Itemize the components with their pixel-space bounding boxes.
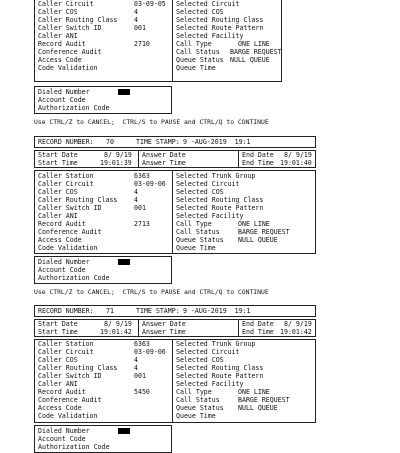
r70-right-label-2: Selected COS — [176, 188, 224, 196]
r70-left-value-2: 4 — [134, 188, 138, 196]
record-70-start-time-label: Start Time — [38, 159, 78, 167]
record-70-end-date: 8/ 9/19 — [284, 151, 312, 159]
r71-right-label-0: Selected Trunk Group — [176, 340, 256, 348]
r71-left-label-3: Caller Routing Class — [38, 364, 118, 372]
b0-right-value-6: BARGE REQUEST — [230, 48, 282, 56]
b0-right-label-7: Queue Status — [176, 56, 224, 64]
b0-dialed-number-label: Dialed Number — [38, 88, 90, 96]
record-71-end-date-label: End Date — [242, 320, 274, 328]
r71-left-value-2: 4 — [134, 356, 138, 364]
r70-right-value-6: ONE LINE — [238, 220, 270, 228]
record-71-dates-divider-1 — [138, 319, 139, 337]
r71-left-label-2: Caller COS — [38, 356, 78, 364]
b0-left-label-3: Caller Switch ID — [38, 24, 102, 32]
r70-left-value-0: 6363 — [134, 172, 150, 180]
record-70-dates-divider-2 — [238, 150, 239, 168]
r70-left-value-6: 2713 — [134, 220, 150, 228]
record-70-number: 70 — [106, 138, 114, 146]
r71-dialed-number-redaction — [118, 428, 130, 434]
r70-right-label-5: Selected Facility — [176, 212, 244, 220]
r71-right-label-6: Call Type — [176, 388, 212, 396]
record-70-answer-date-label: Answer Date — [142, 151, 186, 159]
record-70-answer-time-label: Answer Time — [142, 159, 186, 167]
r70-right-label-0: Selected Trunk Group — [176, 172, 256, 180]
r70-right-label-9: Queue Time — [176, 244, 216, 252]
record-71-dates-divider-2 — [238, 319, 239, 337]
r71-right-label-7: Call Status — [176, 396, 220, 404]
r71-left-label-4: Caller Switch ID — [38, 372, 102, 380]
b0-account-code-label: Account Code — [38, 96, 86, 104]
record-71-timestamp: 9 -AUG-2019 19:1 — [183, 307, 251, 315]
r71-dialed-number-label: Dialed Number — [38, 427, 90, 435]
footer-instructions-1: Use CTRL/Z to CANCEL; CTRL/S to PAUSE and CTRL/Q to CONTINUE — [34, 118, 269, 126]
r71-right-label-1: Selected Circuit — [176, 348, 240, 356]
record-71-number: 71 — [106, 307, 114, 315]
b0-left-value-1: 4 — [134, 8, 138, 16]
b0-right-label-1: Selected COS — [176, 8, 224, 16]
r71-right-label-3: Selected Routing Class — [176, 364, 264, 372]
record-71-answer-date-label: Answer Date — [142, 320, 186, 328]
b0-left-value-0: 03-09-05 — [134, 0, 166, 8]
record-70-dates-divider-1 — [138, 150, 139, 168]
b0-left-value-5: 2710 — [134, 40, 150, 48]
record-71-start-date: 8/ 9/19 — [104, 320, 132, 328]
r70-left-label-9: Code Validation — [38, 244, 98, 252]
r70-right-value-8: NULL QUEUE — [238, 236, 278, 244]
r70-right-value-7: BARGE REQUEST — [238, 228, 290, 236]
b0-right-value-5: ONE LINE — [238, 40, 270, 48]
r71-left-label-7: Conference Audit — [38, 396, 102, 404]
r71-right-label-8: Queue Status — [176, 404, 224, 412]
r70-left-label-0: Caller Station — [38, 172, 94, 180]
r71-right-label-2: Selected COS — [176, 356, 224, 364]
r71-left-value-1: 03-09-06 — [134, 348, 166, 356]
r70-right-label-8: Queue Status — [176, 236, 224, 244]
r71-right-value-7: BARGE REQUEST — [238, 396, 290, 404]
record-71-number-label: RECORD NUMBER: — [38, 307, 94, 315]
b0-right-label-5: Call Type — [176, 40, 212, 48]
footer-instructions-2: Use CTRL/Z to CANCEL; CTRL/S to PAUSE and CTRL/Q to CONTINUE — [34, 288, 269, 296]
b0-left-label-8: Code Validation — [38, 64, 98, 72]
record-71-end-time-label: End Time — [242, 328, 274, 336]
record-71-main-divider — [172, 339, 173, 423]
b0-left-label-5: Record Audit — [38, 40, 86, 48]
b0-left-label-1: Caller COS — [38, 8, 78, 16]
b0-dialed-number-redaction — [118, 89, 130, 95]
r70-left-value-4: 001 — [134, 204, 146, 212]
r70-left-label-7: Conference Audit — [38, 228, 102, 236]
r71-left-label-8: Access Code — [38, 404, 82, 412]
record-71-start-time: 19:01:42 — [100, 328, 132, 336]
record-70-end-date-label: End Date — [242, 151, 274, 159]
b0-left-label-4: Caller ANI — [38, 32, 78, 40]
b0-left-value-2: 4 — [134, 16, 138, 24]
r70-left-label-3: Caller Routing Class — [38, 196, 118, 204]
b0-right-label-2: Selected Routing Class — [176, 16, 264, 24]
record-71-start-date-label: Start Date — [38, 320, 78, 328]
r70-left-value-1: 03-09-06 — [134, 180, 166, 188]
record-71-timestamp-label: TIME STAMP: — [136, 307, 180, 315]
r71-left-label-5: Caller ANI — [38, 380, 78, 388]
b0-authorization-code-label: Authorization Code — [38, 104, 110, 112]
b0-left-label-2: Caller Routing Class — [38, 16, 118, 24]
r70-authorization-code-label: Authorization Code — [38, 274, 110, 282]
r71-right-label-4: Selected Route Pattern — [176, 372, 264, 380]
b0-right-label-4: Selected Facility — [176, 32, 244, 40]
r71-left-label-6: Record Audit — [38, 388, 86, 396]
record-70-start-date: 8/ 9/19 — [104, 151, 132, 159]
r71-authorization-code-label: Authorization Code — [38, 443, 110, 451]
b0-right-label-3: Selected Route Pattern — [176, 24, 264, 32]
record-70-main-divider — [172, 170, 173, 254]
r71-left-value-3: 4 — [134, 364, 138, 372]
b0-right-value-7: NULL QUEUE — [230, 56, 270, 64]
record-71-end-time: 19:01:42 — [280, 328, 312, 336]
r71-left-value-0: 6363 — [134, 340, 150, 348]
r70-right-label-4: Selected Route Pattern — [176, 204, 264, 212]
b0-left-label-0: Caller Circuit — [38, 0, 94, 8]
record-70-end-time: 19:01:40 — [280, 159, 312, 167]
r70-left-value-3: 4 — [134, 196, 138, 204]
r70-right-label-3: Selected Routing Class — [176, 196, 264, 204]
record-70-timestamp: 9 -AUG-2019 19:1 — [183, 138, 251, 146]
r71-right-label-9: Queue Time — [176, 412, 216, 420]
r70-right-label-7: Call Status — [176, 228, 220, 236]
r70-left-label-5: Caller ANI — [38, 212, 78, 220]
record-70-start-time: 19:01:39 — [100, 159, 132, 167]
r71-left-label-0: Caller Station — [38, 340, 94, 348]
r71-right-value-6: ONE LINE — [238, 388, 270, 396]
r70-dialed-number-redaction — [118, 259, 130, 265]
b0-right-label-8: Queue Time — [176, 64, 216, 72]
record-70-number-label: RECORD NUMBER: — [38, 138, 94, 146]
r70-right-label-1: Selected Circuit — [176, 180, 240, 188]
r70-left-label-2: Caller COS — [38, 188, 78, 196]
r71-left-label-9: Code Validation — [38, 412, 98, 420]
r70-left-label-6: Record Audit — [38, 220, 86, 228]
r71-right-value-8: NULL QUEUE — [238, 404, 278, 412]
r70-left-label-1: Caller Circuit — [38, 180, 94, 188]
r70-left-label-4: Caller Switch ID — [38, 204, 102, 212]
b0-left-label-6: Conference Audit — [38, 48, 102, 56]
record-70-timestamp-label: TIME STAMP: — [136, 138, 180, 146]
r71-left-label-1: Caller Circuit — [38, 348, 94, 356]
record-70-start-date-label: Start Date — [38, 151, 78, 159]
r71-account-code-label: Account Code — [38, 435, 86, 443]
b0-left-value-3: 001 — [134, 24, 146, 32]
r70-right-label-6: Call Type — [176, 220, 212, 228]
r70-dialed-number-label: Dialed Number — [38, 258, 90, 266]
b0-left-label-7: Access Code — [38, 56, 82, 64]
r71-left-value-4: 001 — [134, 372, 146, 380]
r70-left-label-8: Access Code — [38, 236, 82, 244]
r71-right-label-5: Selected Facility — [176, 380, 244, 388]
record-71-answer-time-label: Answer Time — [142, 328, 186, 336]
b0-right-label-6: Call Status — [176, 48, 220, 56]
b0-right-label-0: Selected Circuit — [176, 0, 240, 8]
r70-account-code-label: Account Code — [38, 266, 86, 274]
record-70-end-time-label: End Time — [242, 159, 274, 167]
record-71-end-date: 8/ 9/19 — [284, 320, 312, 328]
record-71-start-time-label: Start Time — [38, 328, 78, 336]
r71-left-value-6: 5450 — [134, 388, 150, 396]
partial-record-divider — [172, 0, 173, 82]
